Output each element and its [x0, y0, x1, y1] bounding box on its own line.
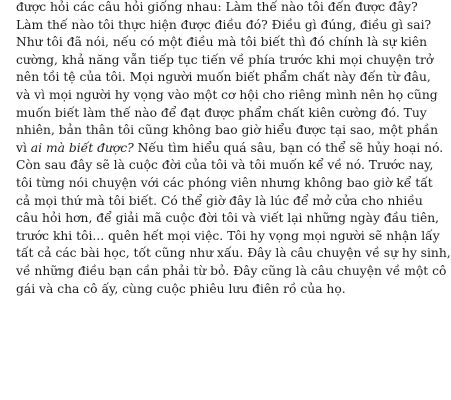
text-line — [16, 193, 423, 211]
text-segment: trước khi tôi... quên hết mọi việc. Tôi hy vọng mọi người sẽ nhận lấy — [16, 228, 440, 243]
text-segment: muốn biết làm thế nào để đạt được phẩm chất kiên cường đó. Tuy — [16, 105, 427, 120]
text-segment: gái và cha cô ấy, cùng cuộc phiêu lưu điên rồ của họ. — [16, 281, 346, 296]
text-line — [16, 34, 428, 52]
text-line — [16, 281, 388, 299]
text-line — [16, 69, 431, 87]
text-line — [16, 17, 432, 35]
text-line — [16, 105, 427, 123]
text-segment: Như tôi đã nói, nếu có một điều mà tôi biết thì đó chính là sự kiên — [16, 35, 428, 50]
text-line — [16, 87, 438, 105]
emphasized-text: ai mà biết được? — [30, 140, 134, 155]
text-line — [16, 140, 444, 158]
text-line — [16, 157, 434, 175]
text-line — [16, 0, 418, 17]
text-segment: nên tồi tệ của tôi. Mọi người muốn biết phẩm chất này đến từ đâu, — [16, 70, 431, 85]
text-segment: tất cả các bài học, tốt cũng như xấu. Đây là câu chuyện về sự hy sinh, — [16, 246, 451, 261]
text-segment: vì — [16, 140, 31, 155]
text-segment: nhiên, bản thân tôi cũng không bao giờ hiểu được tại sao, một phần — [16, 123, 439, 138]
text-line — [16, 175, 433, 193]
text-segment: cả mọi thứ mà tôi biết. Có thể giờ đây là lúc để mở cửa cho nhiều — [16, 193, 423, 208]
text-segment: cường, khả năng vẫn tiếp tục tiến về phía trước khi mọi chuyện trở — [16, 52, 434, 67]
text-segment: Làm thế nào tôi thực hiện được điều đó? Điều gì đúng, điều gì sai? — [16, 17, 432, 32]
text-segment: và vì mọi người hy vọng vào một cơ hội cho riêng mình nên họ cũng — [16, 87, 438, 102]
text-line — [16, 245, 451, 263]
text-segment: Còn sau đây sẽ là cuộc đời của tôi và tôi muốn kể về nó. Trước nay, — [16, 158, 434, 173]
text-segment: được hỏi các câu hỏi giống nhau: Làm thế nào tôi đến được đây? — [16, 0, 418, 14]
text-line — [16, 122, 439, 140]
text-line — [16, 210, 440, 228]
text-line — [16, 263, 447, 281]
text-line — [16, 52, 434, 70]
body-text — [16, 0, 451, 298]
text-line — [16, 228, 440, 246]
text-segment: tôi từng nói chuyện với các phóng viên nhưng không bao giờ kể tất — [16, 175, 433, 190]
text-segment: câu hỏi hơn, để giải mã cuộc đời tôi và viết lại những ngày đầu tiên, — [16, 211, 440, 226]
text-segment: về những điều bạn cần phải từ bỏ. Đây cũng là câu chuyện về một cô — [16, 263, 447, 278]
text-segment: Nếu tìm hiểu quá sâu, bạn có thể sẽ hủy hoại nó. — [133, 140, 444, 155]
